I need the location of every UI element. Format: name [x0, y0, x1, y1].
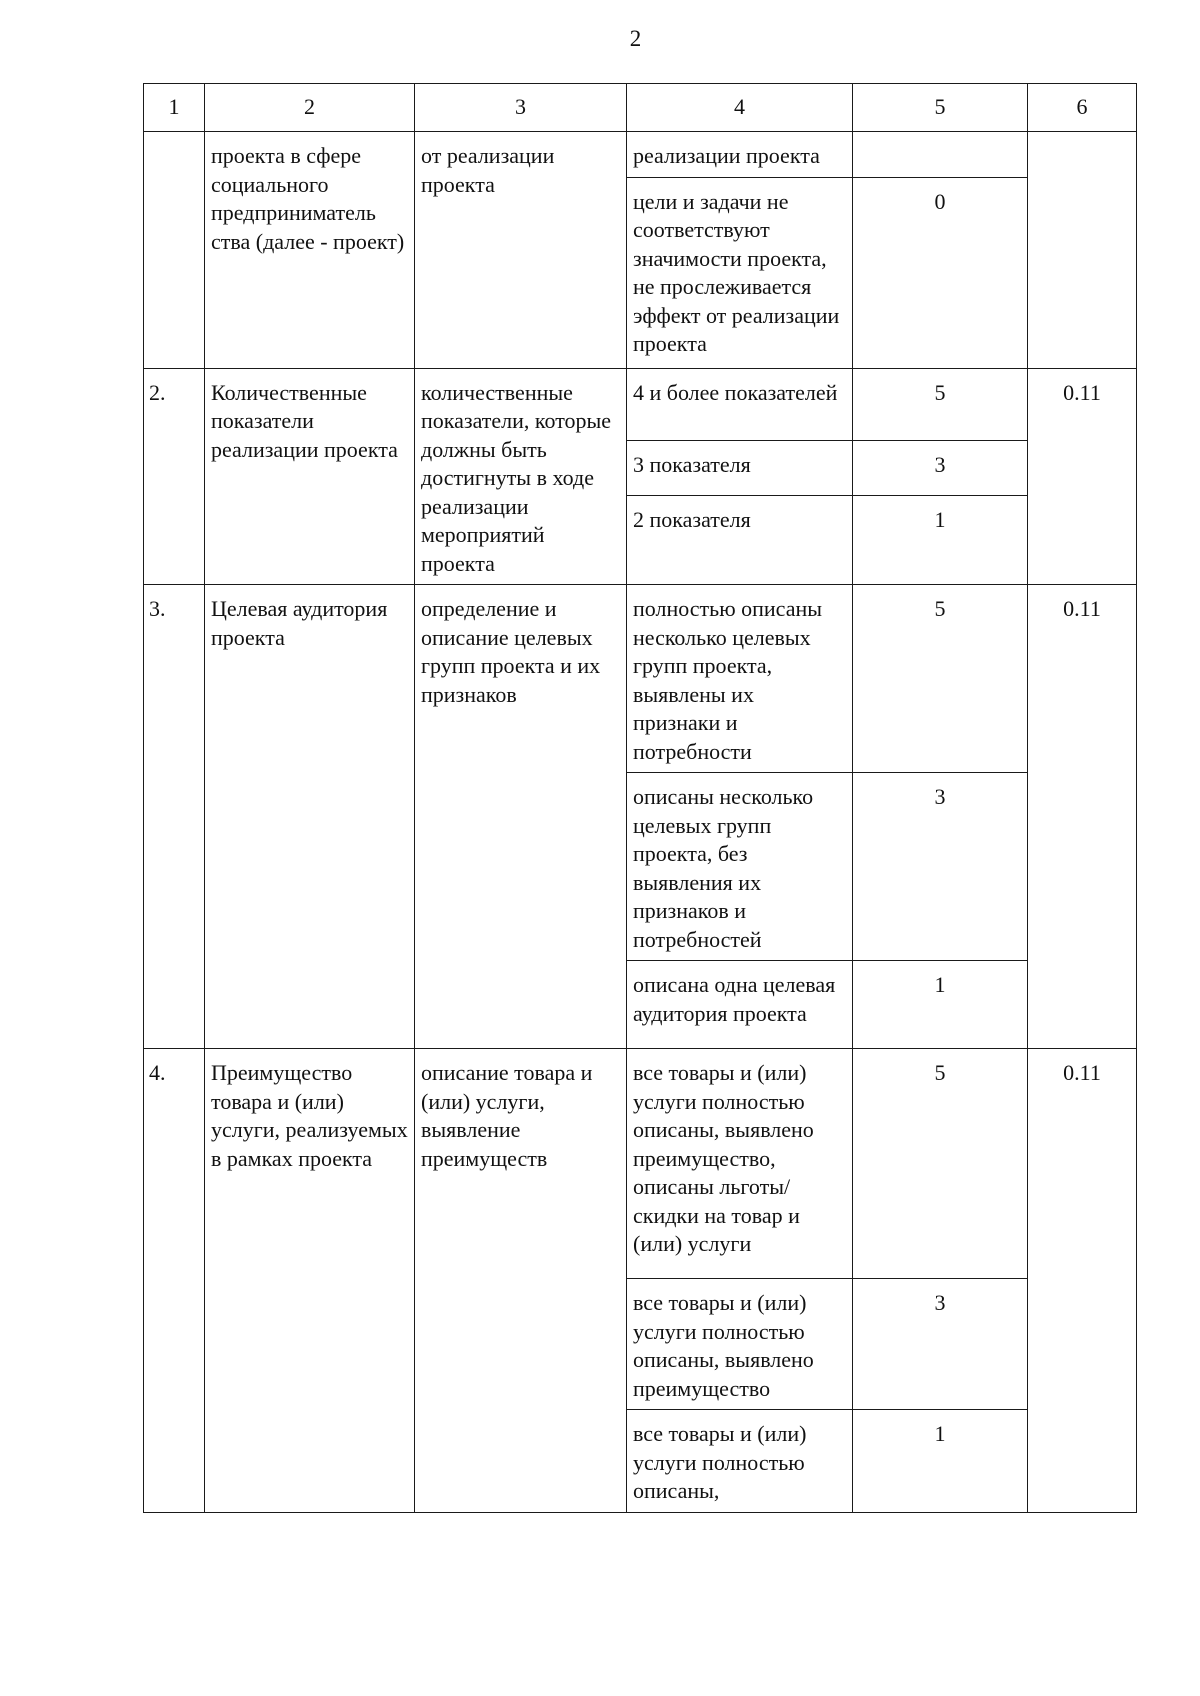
score-cell: 3 — [853, 773, 1028, 961]
level-cell: описаны несколько целевых групп проекта, без выявления их признаков и потребностей — [627, 773, 853, 961]
criterion-cell: Преимущество товара и (или) услуги, реализуемых в рамках проекта — [205, 1049, 415, 1513]
table-header-row — [144, 84, 1137, 132]
row-number-cell: 3. — [144, 585, 205, 1049]
column-header: 2 — [205, 84, 415, 132]
criterion-cell: Целевая аудитория проекта — [205, 585, 415, 1049]
level-cell: цели и задачи не соответствуют значимости проекта, не прослеживается эффект от реализации проекта — [627, 177, 853, 368]
description-cell: от реализации проекта — [415, 132, 627, 369]
level-cell: полностью описаны несколько целевых групп проекта, выявлены их признаки и потребности — [627, 585, 853, 773]
table-row — [144, 132, 1137, 178]
description-cell: количественные показатели, которые должны быть достигнуты в ходе реализации мероприятий проекта — [415, 368, 627, 585]
level-cell: реализации проекта — [627, 132, 853, 178]
criterion-cell: проекта в сфере социального предприниматель ства (далее - проект) — [205, 132, 415, 369]
table-row — [144, 368, 1137, 440]
weight-cell: 0.11 — [1028, 1049, 1137, 1513]
weight-cell: 0.11 — [1028, 368, 1137, 585]
table-row — [144, 585, 1137, 773]
description-cell: определение и описание целевых групп проекта и их признаков — [415, 585, 627, 1049]
row-number-cell — [144, 132, 205, 369]
column-header: 3 — [415, 84, 627, 132]
level-cell: 2 показателя — [627, 495, 853, 584]
weight-cell: 0.11 — [1028, 585, 1137, 1049]
column-header: 4 — [627, 84, 853, 132]
score-cell: 3 — [853, 1279, 1028, 1410]
level-cell: все товары и (или) услуги полностью описаны, — [627, 1410, 853, 1513]
score-cell — [853, 132, 1028, 178]
column-header: 5 — [853, 84, 1028, 132]
score-cell: 5 — [853, 368, 1028, 440]
score-cell: 3 — [853, 440, 1028, 495]
score-cell: 0 — [853, 177, 1028, 368]
score-cell: 5 — [853, 1049, 1028, 1279]
description-cell: описание товара и (или) услуги, выявление преимуществ — [415, 1049, 627, 1513]
weight-cell — [1028, 132, 1137, 369]
row-number-cell: 2. — [144, 368, 205, 585]
page-number: 2 — [629, 26, 642, 51]
column-header: 1 — [144, 84, 205, 132]
level-cell: 3 показателя — [627, 440, 853, 495]
level-cell: 4 и более показателей — [627, 368, 853, 440]
score-cell: 5 — [853, 585, 1028, 773]
table-row — [144, 1049, 1137, 1279]
level-cell: описана одна целевая аудитория проекта — [627, 961, 853, 1049]
score-cell: 1 — [853, 495, 1028, 584]
criterion-cell: Количественные показатели реализации проекта — [205, 368, 415, 585]
score-cell: 1 — [853, 1410, 1028, 1513]
score-cell: 1 — [853, 961, 1028, 1049]
column-header: 6 — [1028, 84, 1137, 132]
row-number-cell: 4. — [144, 1049, 205, 1513]
level-cell: все товары и (или) услуги полностью описаны, выявлено преимущество, описаны льготы/скидки на товар и (или) услуги — [627, 1049, 853, 1279]
criteria-table — [143, 83, 1137, 1513]
level-cell: все товары и (или) услуги полностью описаны, выявлено преимущество — [627, 1279, 853, 1410]
